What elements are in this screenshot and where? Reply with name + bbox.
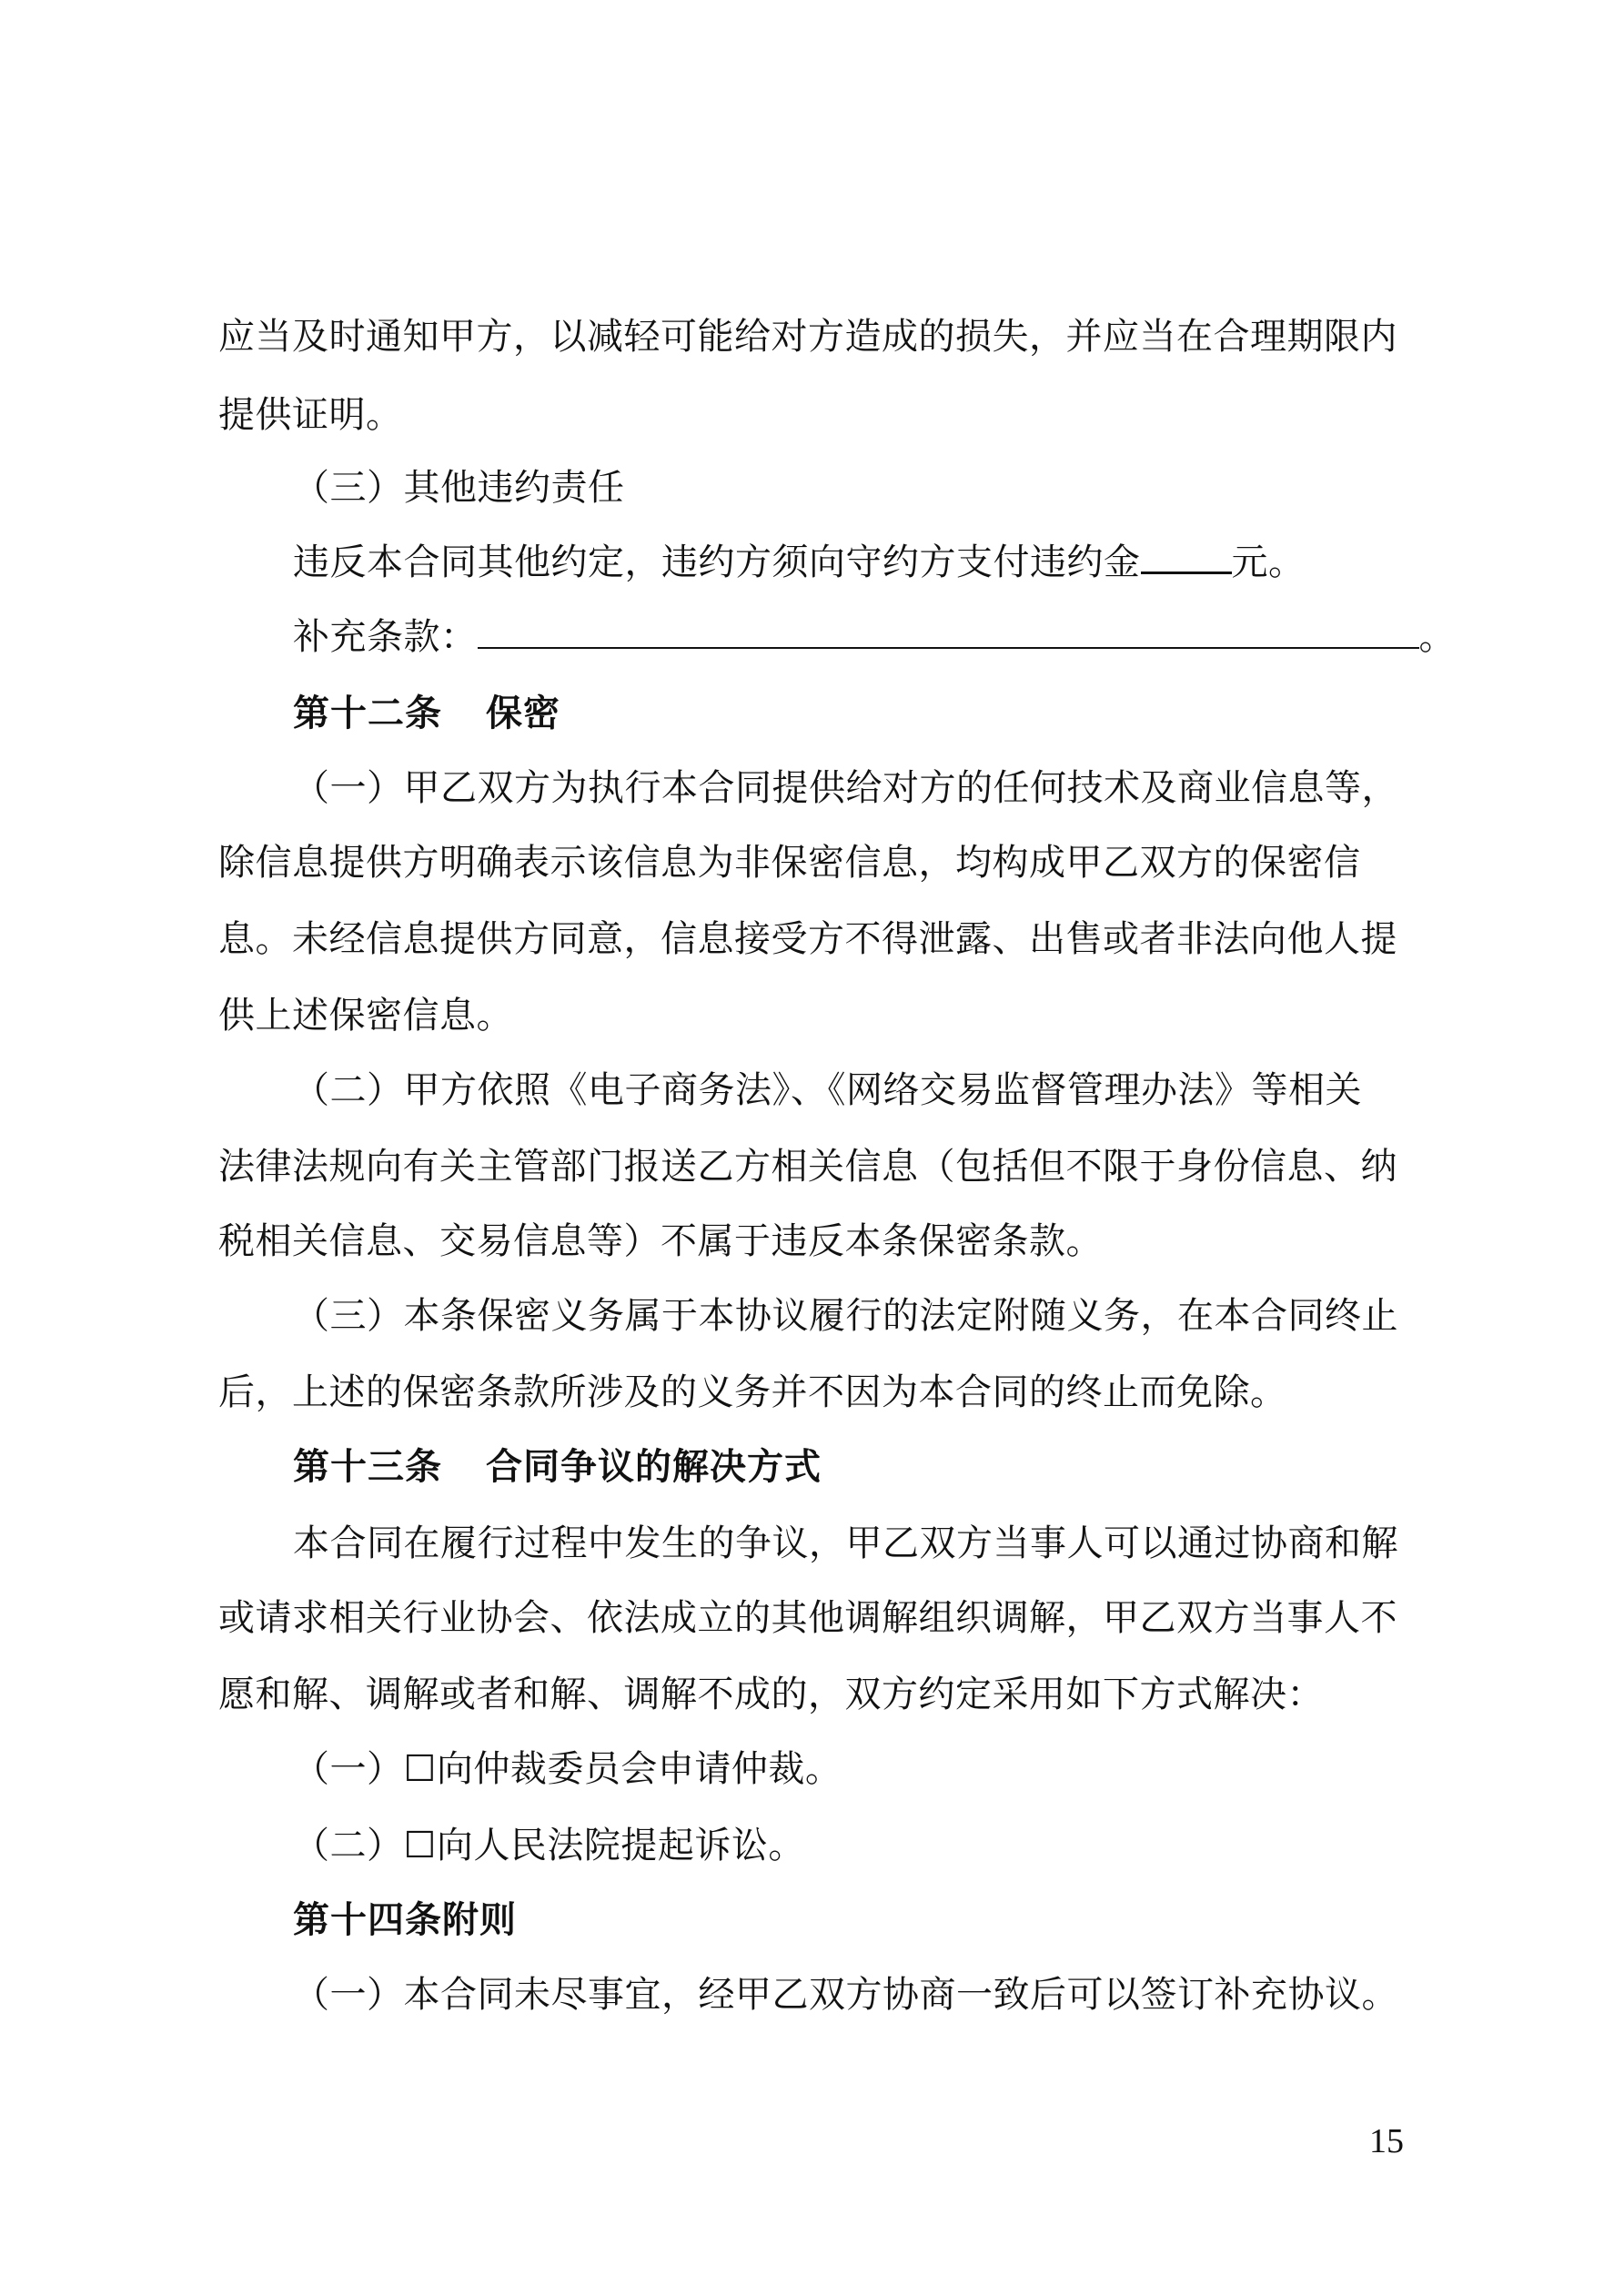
supplement-label: 补充条款： — [293, 616, 478, 658]
article-13-number: 第十三条 — [293, 1446, 442, 1488]
article-12-name: 保密 — [486, 693, 560, 734]
article-13-title — [293, 1441, 1503, 1492]
article-12-p3-line: （三）本条保密义务属于本协议履行的法定附随义务，在本合同终止 — [293, 1295, 1398, 1337]
article-14-p1: （一）本合同未尽事宜，经甲乙双方协商一致后可以签订补充协议。 — [293, 1974, 1398, 2016]
article-12-p1-line: 供上述保密信息。 — [218, 995, 513, 1037]
penalty-prefix: 违反本合同其他约定，违约方须向守约方支付违约金 — [293, 541, 1141, 583]
subsection-heading: （三）其他违约责任 — [293, 467, 625, 509]
article-13-p1-line: 愿和解、调解或者和解、调解不成的，双方约定采用如下方式解决： — [218, 1674, 1324, 1715]
penalty-amount-blank[interactable] — [1141, 539, 1232, 574]
article-12-p1-line: 除信息提供方明确表示该信息为非保密信息，均构成甲乙双方的保密信 — [218, 842, 1361, 884]
arbitration-option[interactable]: （一）☐向仲裁委员会申请仲裁。 — [293, 1748, 842, 1790]
supplement-blank[interactable] — [478, 614, 1419, 649]
article-14-title: 第十四条附则 — [293, 1899, 517, 1941]
article-13-name: 合同争议的解决方式 — [486, 1446, 822, 1488]
penalty-clause — [293, 537, 1503, 588]
article-12-p2-line: 法律法规向有关主管部门报送乙方相关信息（包括但不限于身份信息、纳 — [218, 1146, 1397, 1188]
body-line: 应当及时通知甲方，以减轻可能给对方造成的损失，并应当在合理期限内 — [218, 316, 1397, 358]
supplement-clause — [293, 612, 1503, 663]
article-13-p1-line: 本合同在履行过程中发生的争议，甲乙双方当事人可以通过协商和解 — [293, 1522, 1398, 1564]
body-line: 提供证明。 — [218, 394, 403, 436]
article-12-p1-line: 息。未经信息提供方同意，信息接受方不得泄露、出售或者非法向他人提 — [218, 918, 1397, 960]
supplement-end: 。 — [1418, 616, 1456, 658]
article-13-p1-line: 或请求相关行业协会、依法成立的其他调解组织调解，甲乙双方当事人不 — [218, 1597, 1397, 1639]
article-12-number: 第十二条 — [293, 693, 442, 734]
article-12-title — [293, 688, 1503, 739]
article-12-p2-line: 税相关信息、交易信息等）不属于违反本条保密条款。 — [218, 1220, 1103, 1262]
penalty-suffix: 元。 — [1231, 541, 1306, 583]
page-number: 15 — [1369, 2122, 1404, 2160]
article-12-p3-line: 后，上述的保密条款所涉及的义务并不因为本合同的终止而免除。 — [218, 1371, 1287, 1413]
litigation-option[interactable]: （二）☐向人民法院提起诉讼。 — [293, 1825, 805, 1866]
article-12-p2-line: （二）甲方依照《电子商务法》、《网络交易监督管理办法》等相关 — [293, 1069, 1362, 1111]
article-12-p1-line: （一）甲乙双方为执行本合同提供给对方的任何技术及商业信息等， — [293, 767, 1398, 809]
